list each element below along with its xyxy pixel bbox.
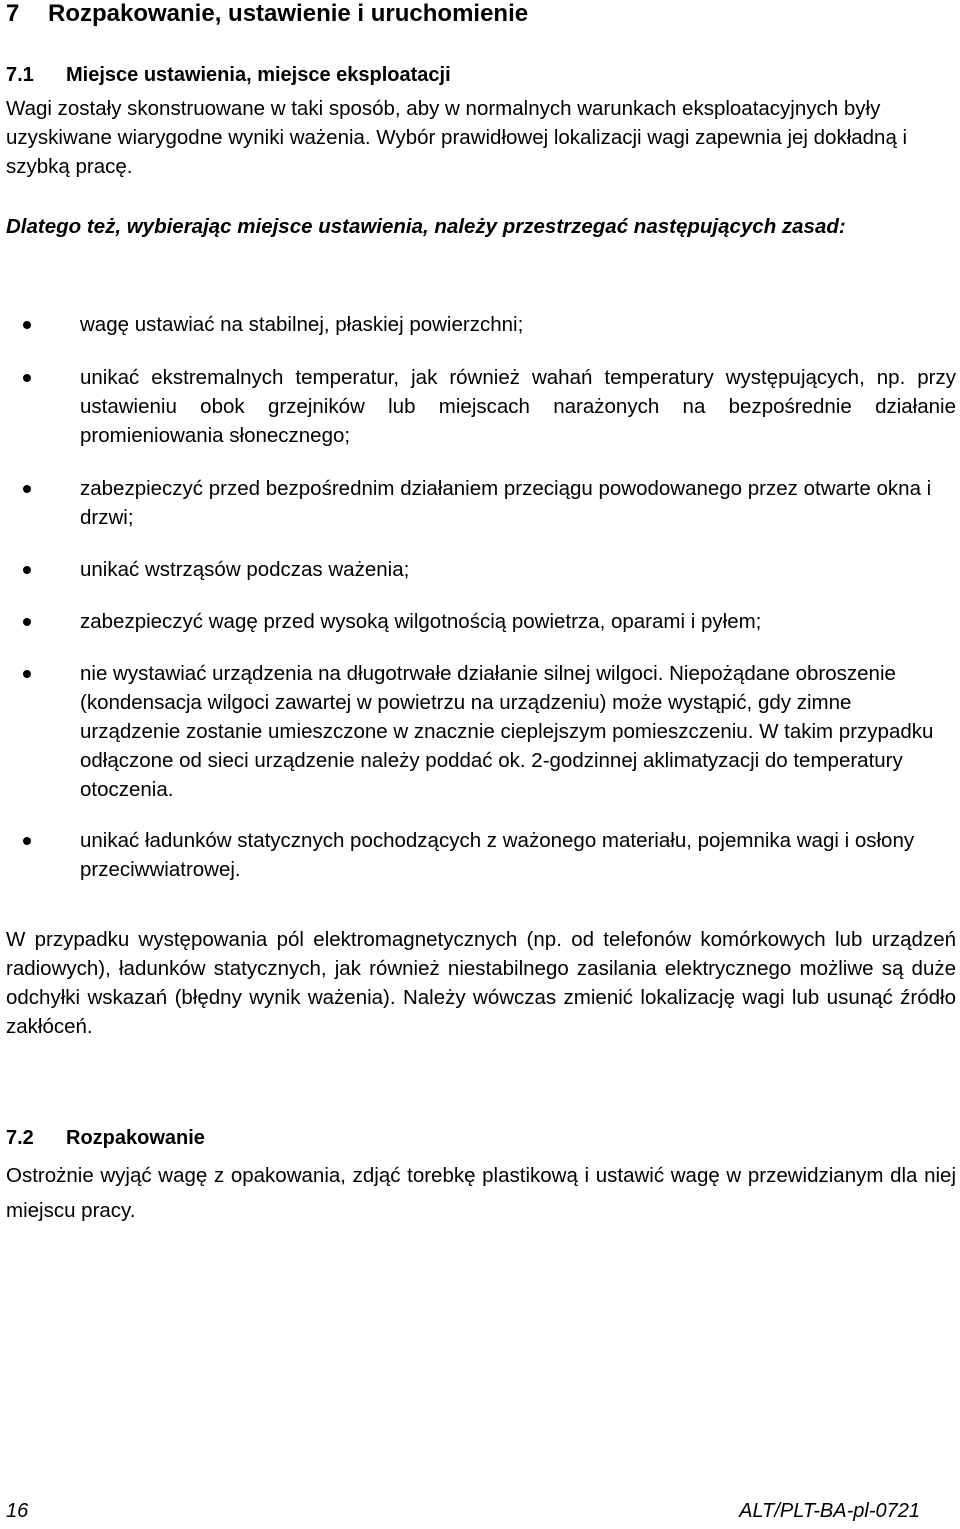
section-number: 7.2 — [6, 1127, 34, 1149]
bullet-icon — [23, 837, 31, 845]
section-title: Rozpakowanie — [66, 1127, 205, 1149]
bullet-icon — [23, 321, 31, 329]
list-item-text: unikać ekstremalnych temperatur, jak również wahań temperatury występujących, np. przy ustawieniu obok grzejników lub miejscach narażonych na bezpośrednie działanie promieniowania słonecznego; — [80, 366, 956, 447]
section-heading-7-2 — [6, 1125, 205, 1151]
interference-note: W przypadku występowania pól elektromagnetycznych (np. od telefonów komórkowych lub urządzeń radiowych), ładunków statycznych, jak również niestabilnego zasilania elektrycznego możliwe są duże odchyłki wskazań (błędny wynik ważenia). Należy wówczas zmienić lokalizację wagi lub usunąć źródło zakłóceń. — [6, 928, 956, 1038]
page-number: 16 — [6, 1500, 29, 1522]
intro-paragraph: Wagi zostały skonstruowane w taki sposób, aby w normalnych warunkach eksploatacyjnych były uzyskiwane wiarygodne wyniki ważenia. Wybór prawidłowej lokalizacji wagi zapewnia jej dokładną i szybką pracę. — [6, 97, 908, 178]
document-code: ALT/PLT-BA-pl-0721 — [739, 1500, 920, 1522]
unpacking-paragraph: Ostrożnie wyjąć wagę z opakowania, zdjąć torebkę plastikową i ustawić wagę w przewidzianym dla niej miejscu pracy. — [6, 1164, 956, 1222]
bullet-icon — [23, 566, 31, 574]
list-item-text: nie wystawiać urządzenia na długotrwałe działanie silnej wilgoci. Niepożądane obroszenie (kondensacja wilgoci zawartej w powietrzu na urządzeniu) może wystąpić, gdy zimne urządzenie zostanie umieszczone w znacznie cieplejszym pomieszczeniu. W takim przypadku odłączone od sieci urządzenie należy poddać ok. 2-godzinnej aklimatyzacji do temperatury otoczenia. — [80, 662, 934, 801]
section-heading-7-1 — [6, 62, 451, 88]
bullet-icon — [23, 374, 31, 382]
bullet-icon — [23, 618, 31, 626]
chapter-heading — [6, 0, 528, 28]
bullet-icon — [23, 485, 31, 493]
section-title: Miejsce ustawienia, miejsce eksploatacji — [66, 64, 451, 86]
list-item-text: zabezpieczyć przed bezpośrednim działaniem przeciągu powodowanego przez otwarte okna i drzwi; — [80, 477, 932, 529]
chapter-title: Rozpakowanie, ustawienie i uruchomienie — [48, 0, 529, 27]
section-number: 7.1 — [6, 64, 34, 86]
chapter-number: 7 — [6, 0, 20, 27]
bullet-icon — [23, 670, 31, 678]
list-item-text: zabezpieczyć wagę przed wysoką wilgotnością powietrza, oparami i pyłem; — [80, 610, 762, 633]
list-item-text: unikać wstrząsów podczas ważenia; — [80, 558, 410, 581]
list-item-text: wagę ustawiać na stabilnej, płaskiej powierzchni; — [80, 313, 524, 336]
rules-lead-text: Dlatego też, wybierając miejsce ustawienia, należy przestrzegać następujących zasad: — [6, 215, 846, 238]
list-item-text: unikać ładunków statycznych pochodzących z ważonego materiału, pojemnika wagi i osłony przeciwwiatrowej. — [80, 829, 915, 881]
